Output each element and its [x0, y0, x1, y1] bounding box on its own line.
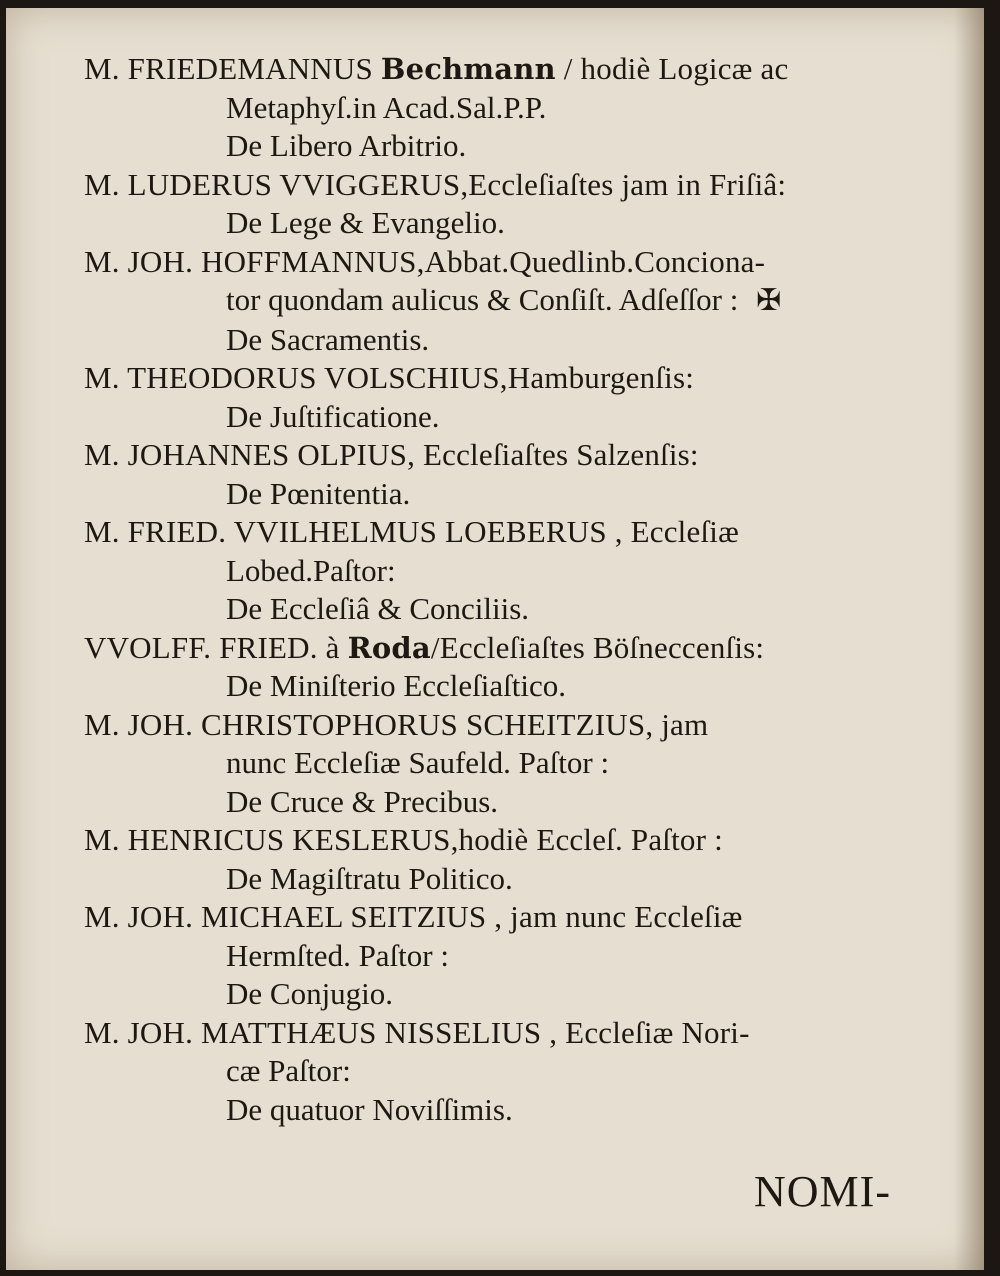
- cross-icon: ✠: [756, 284, 782, 317]
- entry-line: [84, 475, 934, 514]
- entry: [84, 513, 934, 629]
- catchword: NOMI-: [754, 1167, 891, 1216]
- blackletter-name: Bechmann: [380, 52, 556, 86]
- entry-line: [84, 321, 934, 360]
- text-segment: M. JOH. CHRISTOPHORUS SCHEITZIUS, jam: [84, 706, 709, 742]
- text-segment: M. FRIED. VVILHELMUS LOEBERUS , Eccleſiæ: [84, 514, 739, 549]
- text-segment: M. JOH. MATTHÆUS NISSELIUS , Eccleſiæ Nori-: [84, 1014, 750, 1050]
- entry: [84, 706, 934, 822]
- text-segment: M. HENRICUS KESLERUS,hodiè Eccleſ. Paſtor :: [84, 822, 723, 857]
- text-segment: De Conjugio.: [226, 976, 394, 1011]
- entry: [84, 436, 934, 513]
- text-segment: De Eccleſiâ & Conciliis.: [226, 591, 530, 626]
- entry-line: [84, 1091, 934, 1130]
- text-segment: nunc Eccleſiæ Saufeld. Paſtor :: [226, 745, 610, 780]
- entry-line: [84, 89, 934, 128]
- entry-line: [84, 744, 934, 783]
- text-segment: / hodiè Logicæ ac: [555, 51, 789, 86]
- text-segment: M. JOH. MICHAEL SEITZIUS , jam nunc Eccleſiæ: [84, 899, 743, 934]
- text-segment: M. FRIEDEMANNUS: [84, 51, 381, 86]
- entry-list: [84, 50, 934, 1129]
- entry: [84, 629, 934, 706]
- entry-heading: [84, 821, 934, 860]
- entry: [84, 166, 934, 243]
- entry: [84, 821, 934, 898]
- blackletter-name: Roda: [347, 630, 431, 665]
- entry: [84, 243, 934, 360]
- entry-heading: [84, 50, 934, 89]
- entry: [84, 359, 934, 436]
- entry-heading: [84, 706, 934, 745]
- entry-line: [84, 127, 934, 166]
- entry-heading: [84, 513, 934, 552]
- entry-heading: [84, 359, 934, 398]
- text-segment: De Lege & Evangelio.: [226, 205, 505, 240]
- entry-line: [84, 1052, 934, 1091]
- entry: [84, 898, 934, 1014]
- entry-line: [84, 975, 934, 1014]
- entry-heading: [84, 436, 934, 475]
- entry-line: [84, 590, 934, 629]
- text-segment: De quatuor Noviſſimis.: [226, 1091, 513, 1127]
- text-segment: De Pœnitentia.: [226, 475, 411, 511]
- entry-line: [84, 860, 934, 899]
- text-segment: De Miniſterio Eccleſiaſtico.: [226, 668, 567, 703]
- text-segment: De Cruce & Precibus.: [226, 783, 499, 819]
- text-segment: /Eccleſiaſtes Böſneccenſis:: [430, 629, 765, 665]
- book-page: [6, 8, 984, 1270]
- entry: [84, 1014, 934, 1130]
- entry-heading: [84, 1014, 934, 1053]
- text-segment: tor quondam aulicus & Conſiſt. Adſeſſor :: [226, 282, 747, 317]
- text-segment: De Juſtificatione.: [226, 398, 440, 434]
- entry-line: [84, 937, 934, 976]
- text-segment: M. THEODORUS VOLSCHIUS,Hamburgenſis:: [84, 360, 695, 395]
- text-segment: VVOLFF. FRIED. à: [84, 629, 348, 665]
- entry-heading: [84, 629, 934, 668]
- entry-line: [84, 552, 934, 591]
- entry-line: [84, 398, 934, 437]
- text-segment: M. JOH. HOFFMANNUS,Abbat.Quedlinb.Conciona-: [84, 243, 766, 279]
- text-segment: De Magiſtratu Politico.: [226, 860, 513, 896]
- entry-line: [84, 281, 934, 321]
- entry-line: [84, 667, 934, 706]
- entry-heading: [84, 243, 934, 282]
- text-segment: M. JOHANNES OLPIUS, Eccleſiaſtes Salzenſis:: [84, 437, 699, 472]
- text-segment: M. LUDERUS VVIGGERUS,Eccleſiaſtes jam in Friſiâ:: [84, 166, 787, 202]
- entry: [84, 50, 934, 166]
- entry-line: [84, 204, 934, 243]
- text-segment: Lobed.Paſtor:: [226, 552, 396, 588]
- entry-line: [84, 783, 934, 822]
- text-segment: De Libero Arbitrio.: [226, 128, 467, 163]
- text-segment: Hermſted. Paſtor :: [226, 937, 449, 973]
- text-segment: De Sacramentis.: [226, 321, 430, 357]
- text-segment: Metaphyſ.in Acad.Sal.P.P.: [226, 89, 547, 125]
- text-segment: cæ Paſtor:: [226, 1053, 351, 1088]
- entry-heading: [84, 898, 934, 937]
- entry-heading: [84, 166, 934, 205]
